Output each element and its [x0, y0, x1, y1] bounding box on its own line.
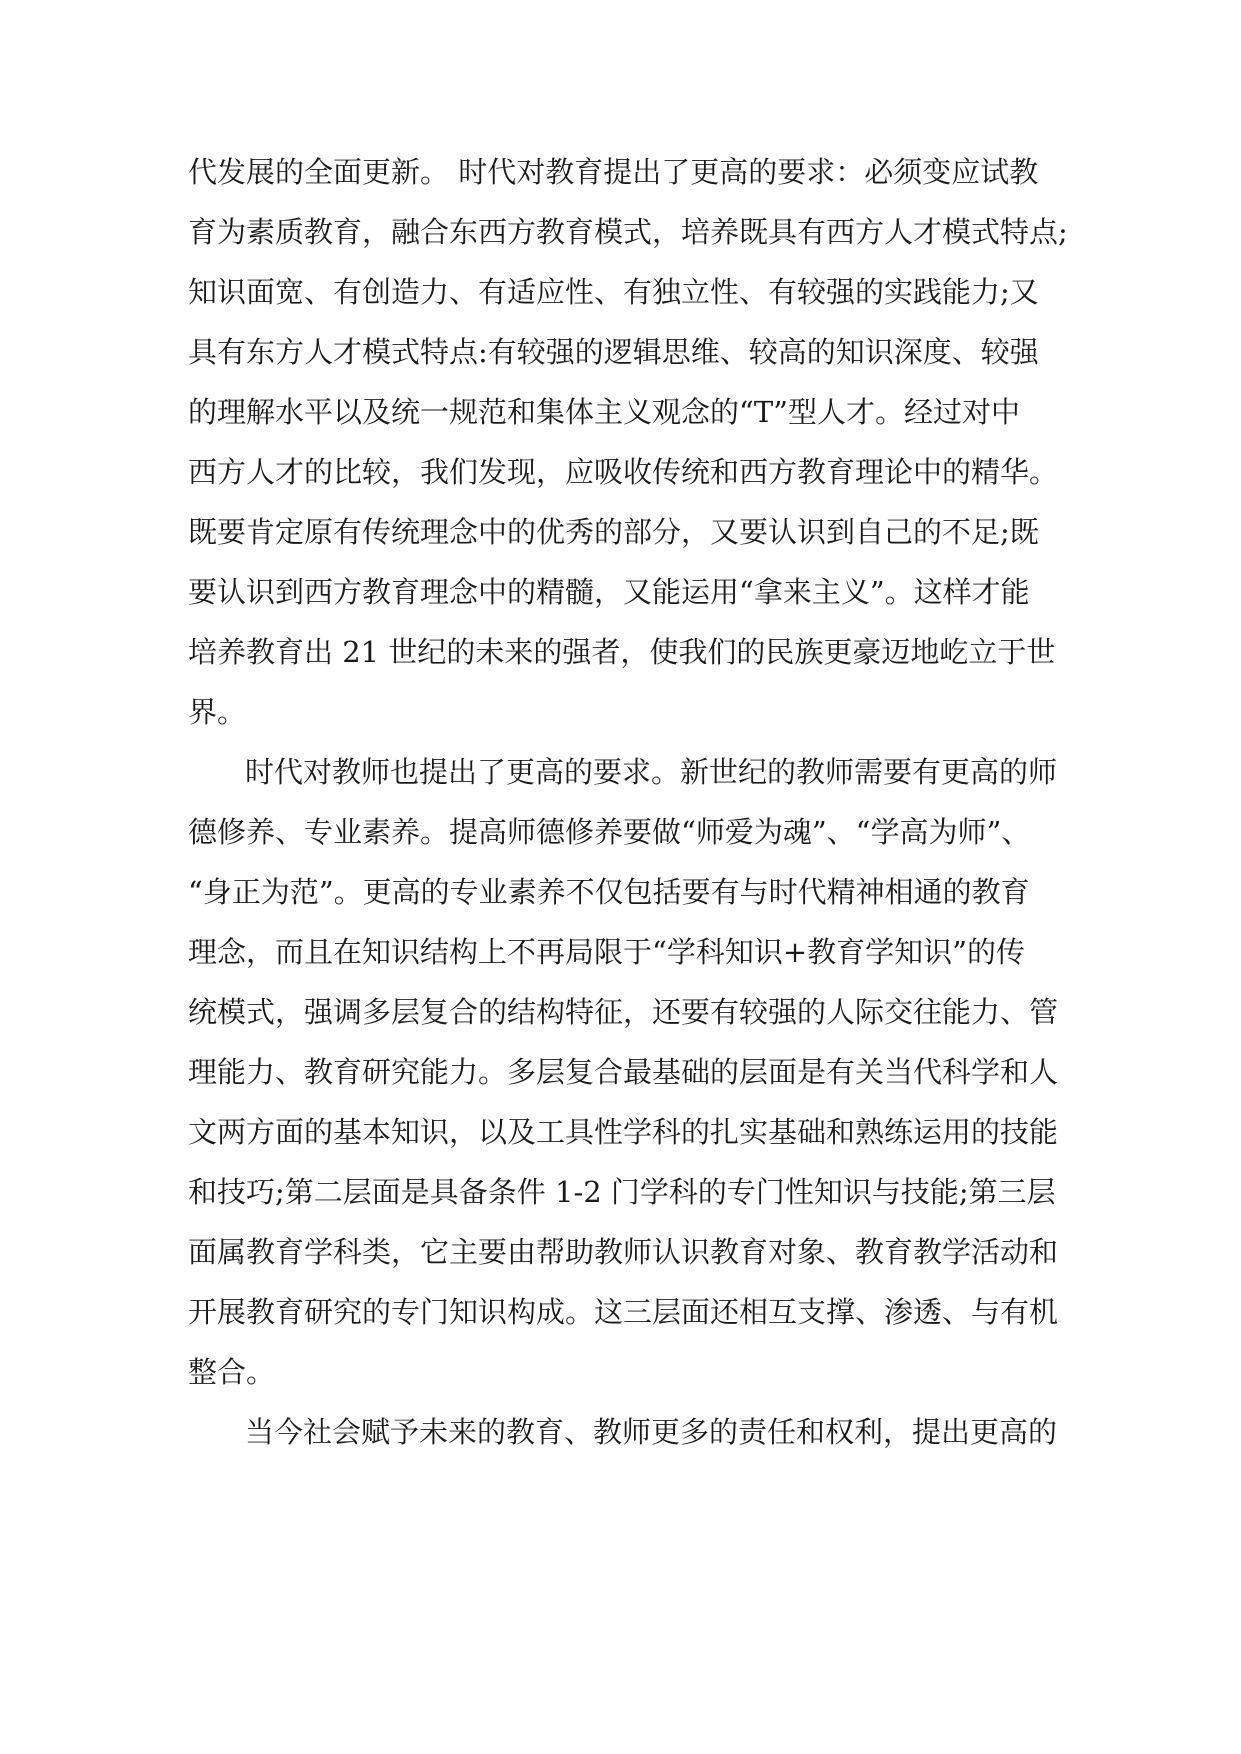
text-line: 具有东方人才模式特点:有较强的逻辑思维、较高的知识深度、较强 — [188, 335, 1039, 369]
text-line: 界。 — [188, 695, 247, 729]
text-line: 代发展的全面更新。 时代对教育提出了更高的要求：必须变应试教 — [188, 155, 1039, 189]
text-line: 知识面宽、有创造力、有适应性、有独立性、有较强的实践能力;又 — [188, 275, 1039, 309]
text-line: 统模式，强调多层复合的结构特征，还要有较强的人际交往能力、管 — [188, 995, 1059, 1029]
text-line: 德修养、专业素养。提高师德修养要做“师爱为魂”、“学高为师”、 — [188, 815, 1031, 849]
text-line: 文两方面的基本知识，以及工具性学科的扎实基础和熟练运用的技能 — [188, 1115, 1059, 1149]
text-line: 育为素质教育，融合东西方教育模式，培养既具有西方人才模式特点; — [188, 215, 1068, 249]
text-line: 培养教育出 21 世纪的未来的强者，使我们的民族更豪迈地屹立于世 — [188, 635, 1056, 669]
paragraph-first-line: 时代对教师也提出了更高的要求。新世纪的教师需要有更高的师 — [245, 755, 1058, 789]
text-line: 面属教育学科类，它主要由帮助教师认识教育对象、教育教学活动和 — [188, 1235, 1059, 1269]
text-line: 和技巧;第二层面是具备条件 1-2 门学科的专门性知识与技能;第三层 — [188, 1175, 1056, 1209]
text-line: 要认识到西方教育理念中的精髓，又能运用“拿来主义”。这样才能 — [188, 575, 1030, 609]
text-line: 西方人才的比较，我们发现，应吸收传统和西方教育理论中的精华。 — [188, 455, 1059, 489]
text-line: 开展教育研究的专门知识构成。这三层面还相互支撑、渗透、与有机 — [188, 1295, 1059, 1329]
paragraph-first-line: 当今社会赋予未来的教育、教师更多的责任和权利，提出更高的 — [245, 1415, 1058, 1449]
text-line: “身正为范”。更高的专业素养不仅包括要有与时代精神相通的教育 — [188, 875, 1030, 909]
text-line: 整合。 — [188, 1355, 276, 1389]
text-line: 理念，而且在知识结构上不再局限于“学科知识+教育学知识”的传 — [188, 935, 1025, 969]
text-line: 既要肯定原有传统理念中的优秀的部分，又要认识到自己的不足;既 — [188, 515, 1039, 549]
text-line: 的理解水平以及统一规范和集体主义观念的“T”型人才。经过对中 — [188, 395, 1020, 429]
text-line: 理能力、教育研究能力。多层复合最基础的层面是有关当代科学和人 — [188, 1055, 1059, 1089]
